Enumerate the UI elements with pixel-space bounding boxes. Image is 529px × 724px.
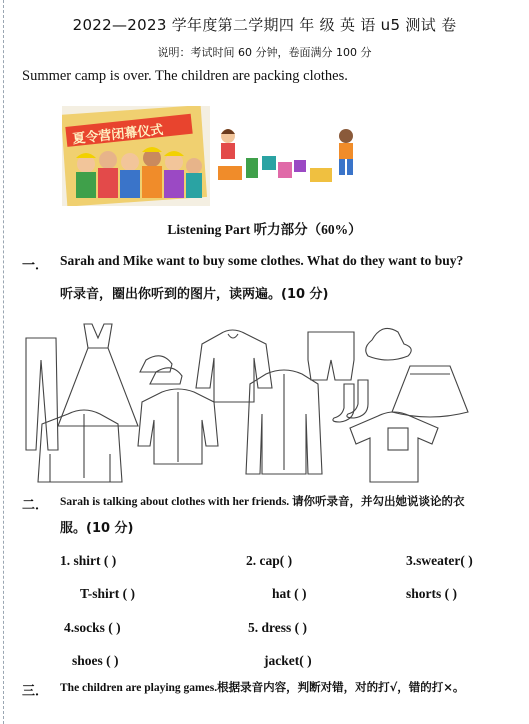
socks-icon[interactable] — [333, 380, 368, 422]
q2-option[interactable]: T-shirt ( ) — [80, 586, 136, 601]
listening-part-title: Listening Part 听力部分（60%） — [167, 222, 362, 237]
q2-option[interactable]: 5. dress ( ) — [248, 620, 307, 635]
tshirt-icon[interactable] — [350, 412, 438, 482]
q2-option[interactable]: shoes ( ) — [72, 653, 119, 668]
q2-text — [60, 493, 465, 509]
sweater-icon[interactable] — [196, 330, 272, 402]
q3-text — [60, 679, 464, 695]
q3-text-cn: 根据录音内容，判断对错，对的打√，错的打×。 — [217, 680, 465, 694]
q2-number: 二． — [22, 498, 49, 513]
page-title: 2022—2023 学年度第二学期四 年 级 英 语 u5 测试 卷 — [72, 16, 457, 34]
q2-option[interactable]: 3.sweater( ) — [406, 553, 473, 568]
q2-option[interactable]: 2. cap( ) — [246, 553, 293, 568]
summer-camp-banner-image — [62, 106, 210, 206]
q2-text-cn: 请你听录音，并勾出她说谈论的衣 — [292, 494, 465, 508]
q2-text-en: Sarah is talking about clothes with her friends. — [60, 496, 290, 508]
q1-number: 一． — [22, 258, 49, 273]
q2-option[interactable]: 4.socks ( ) — [64, 620, 121, 635]
dress-icon[interactable] — [58, 324, 138, 426]
exam-note: 说明：考试时间 60 分钟，卷面满分 100 分 — [157, 46, 372, 59]
clothes-pictures — [22, 318, 510, 486]
hat-icon[interactable] — [366, 328, 411, 360]
packing-clothes-image — [212, 122, 362, 192]
jacket-icon[interactable] — [38, 410, 122, 482]
shoes-icon[interactable] — [140, 356, 182, 384]
q2-option[interactable]: shorts ( ) — [406, 586, 457, 601]
intro-text: Summer camp is over. The children are packing clothes. — [22, 68, 348, 84]
q3-text-en: The children are playing games. — [60, 682, 218, 694]
q2-option[interactable]: 1. shirt ( ) — [60, 553, 117, 568]
skirt-icon[interactable] — [392, 366, 468, 417]
binding-line — [3, 0, 4, 724]
shirt-icon[interactable] — [138, 389, 218, 464]
banner-text: 夏令营闭幕仪式 — [71, 122, 164, 148]
q3-number: 三． — [22, 684, 49, 699]
q1-text: Sarah and Mike want to buy some clothes. What do they want to buy? — [60, 253, 464, 268]
shorts-icon[interactable] — [308, 332, 354, 380]
q2-option[interactable]: hat ( ) — [272, 586, 307, 601]
q2-option[interactable]: jacket( ) — [264, 653, 312, 668]
q2-text-cont: 服。(10 分) — [60, 521, 134, 536]
q1-instruction: 听录音，圈出你听到的图片，读两遍。(10 分) — [60, 287, 329, 302]
pants-icon[interactable] — [26, 338, 58, 450]
